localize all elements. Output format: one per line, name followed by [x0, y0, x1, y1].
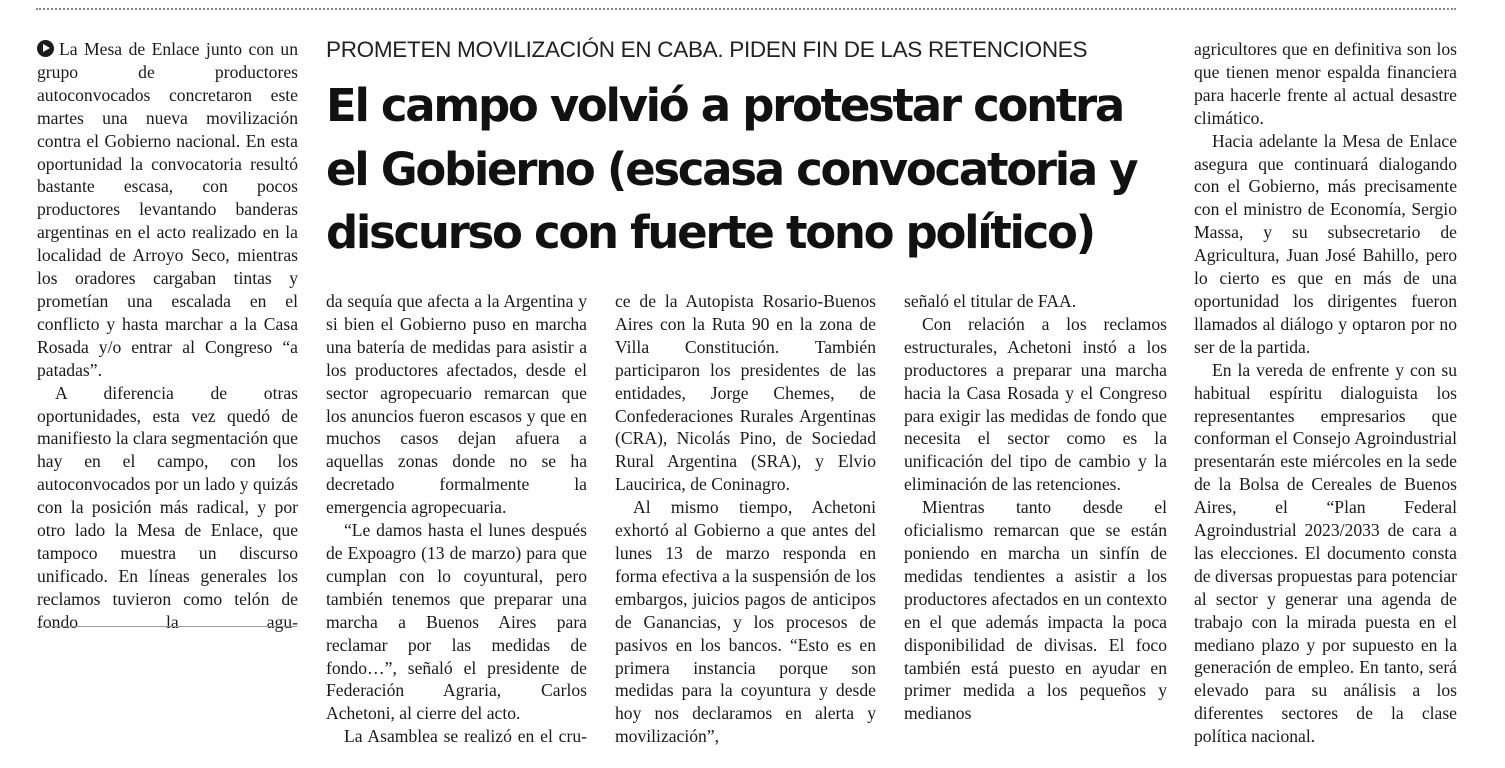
body-paragraph: La Asamblea se realizó en el cru-: [344, 726, 587, 747]
column-divider-rule: [37, 626, 297, 627]
body-paragraph: señaló el titular de FAA.: [904, 291, 1077, 311]
body-paragraph: A diferencia de otras oportunidades, esta vez quedó de manifiesto la clara segmentación que hay en el campo, con los autoconvocados por un lado y quizás con la posición más radical, y por otro lado la Mesa de Enlace, que tampoco muestra un discurso unificado. En líneas generales los reclamos tuvieron como telón de fondo la agu-: [37, 382, 298, 632]
play-bullet-icon: [37, 40, 54, 57]
article-column-5: [1194, 38, 1457, 748]
article-column-1: [37, 38, 298, 634]
article-column-2: [326, 290, 587, 748]
body-paragraph: Hacia adelante la Mesa de Enlace asegura que continuará dialogando con el Gobierno, más precisamente con el ministro de Economía, Sergio Massa, y su subsecretario de Agricultura, Juan José Bahillo, pero lo cierto es que en más de una oportunidad los dirigentes fueron llamados al diálogo y optaron por no ser de la partida.: [1194, 130, 1457, 357]
body-paragraph: En la vereda de enfrente y con su habitual espíritu dialoguista los representantes empresarios que conforman el Consejo Agroindustrial presentarán este miércoles en la sede de la Bolsa de Cereales de Buenos Aires, el “Plan Federal Agroindustrial 2023/2033 de cara a las elecciones. El documento consta de diversas propuestas para potenciar al sector y generar una agenda de trabajo con la mirada puesta en el mediano plazo y por supuesto en la generación de empleo. En tanto, será elevado para su análisis a los diferentes sectores de la clase política nacional.: [1194, 359, 1457, 747]
lead-paragraph-text: La Mesa de Enlace junto con un grupo de productores autoconvocados concretaron este martes una nueva movilización contra el Gobierno nacional. En esta oportunidad la convocatoria resultó bastante escasa, con pocos productores levantando banderas argentinas en el acto realizado en la localidad de Arroyo Seco, mientras los oradores cargaban tintas y prometían una escalada en el conflicto y hasta marchar a la Casa Rosada y/o entrar al Congreso “a patadas”.: [37, 39, 298, 380]
top-dotted-rule: [36, 8, 1456, 10]
body-paragraph: agricultores que en definitiva son los que tienen menor espalda financiera para hacerle frente al actual desastre climático.: [1194, 39, 1457, 128]
article-column-3: [615, 290, 876, 748]
body-paragraph: Con relación a los reclamos estructurales, Achetoni instó a los productores a preparar una marcha hacia la Casa Rosada y el Congreso para exigir las medidas de fondo que necesita el sector como es la unificación del tipo de cambio y la eliminación de las retenciones.: [904, 313, 1167, 495]
body-paragraph: “Le damos hasta el lunes después de Expoagro (13 de marzo) para que cumplan con lo coyuntural, pero también tenemos que preparar una marcha a Buenos Aires para reclamar por las medidas de fondo…”, señaló el presidente de Federación Agraria, Carlos Achetoni, al cierre del acto.: [326, 520, 587, 724]
body-paragraph: da sequía que afecta a la Argentina y si bien el Gobierno puso en marcha una batería de medidas para asistir a los productores afectados, desde el sector agropecuario remarcan que los anuncios fueron escasos y que en muchos casos dejan afuera a aquellas zonas donde no se ha decretado formalmente la emergencia agropecuaria.: [326, 291, 587, 518]
body-paragraph: Al mismo tiempo, Achetoni exhortó al Gobierno a que antes del lunes 13 de marzo responda en forma efectiva a la suspensión de los embargos, juicios pagos de anticipos de Ganancias, y los procesos de pasivos en los bancos. “Esto es en primera instancia porque son medidas para la coyuntura y desde hoy nos declaramos en alerta y movilización”,: [615, 497, 876, 747]
lead-paragraph: [37, 38, 298, 382]
article-headline: El campo volvió a protestar contra el Gobierno (escasa convocatoria y discurso con fuerte tono político): [326, 79, 1137, 259]
body-paragraph: Mientras tanto desde el oficialismo remarcan que se están poniendo en marcha un sinfín de medidas tendientes a asistir a los productores afectados en un contexto en el que además impacta la poca disponibilidad de divisas. El foco también está puesto en ayudar en primer medida a los pequeños y medianos: [904, 497, 1167, 724]
article-kicker: PROMETEN MOVILIZACIÓN EN CABA. PIDEN FIN DE LAS RETENCIONES: [326, 37, 1088, 62]
article-column-4: [904, 290, 1167, 725]
body-paragraph: ce de la Autopista Rosario-Buenos Aires con la Ruta 90 en la zona de Villa Constitución. También participaron los presidentes de las entidades, Jorge Chemes, de Confederaciones Rurales Argentinas (CRA), Nicolás Pino, de Sociedad Rural Argentina (SRA), y Elvio Laucirica, de Coninagro.: [615, 291, 876, 495]
